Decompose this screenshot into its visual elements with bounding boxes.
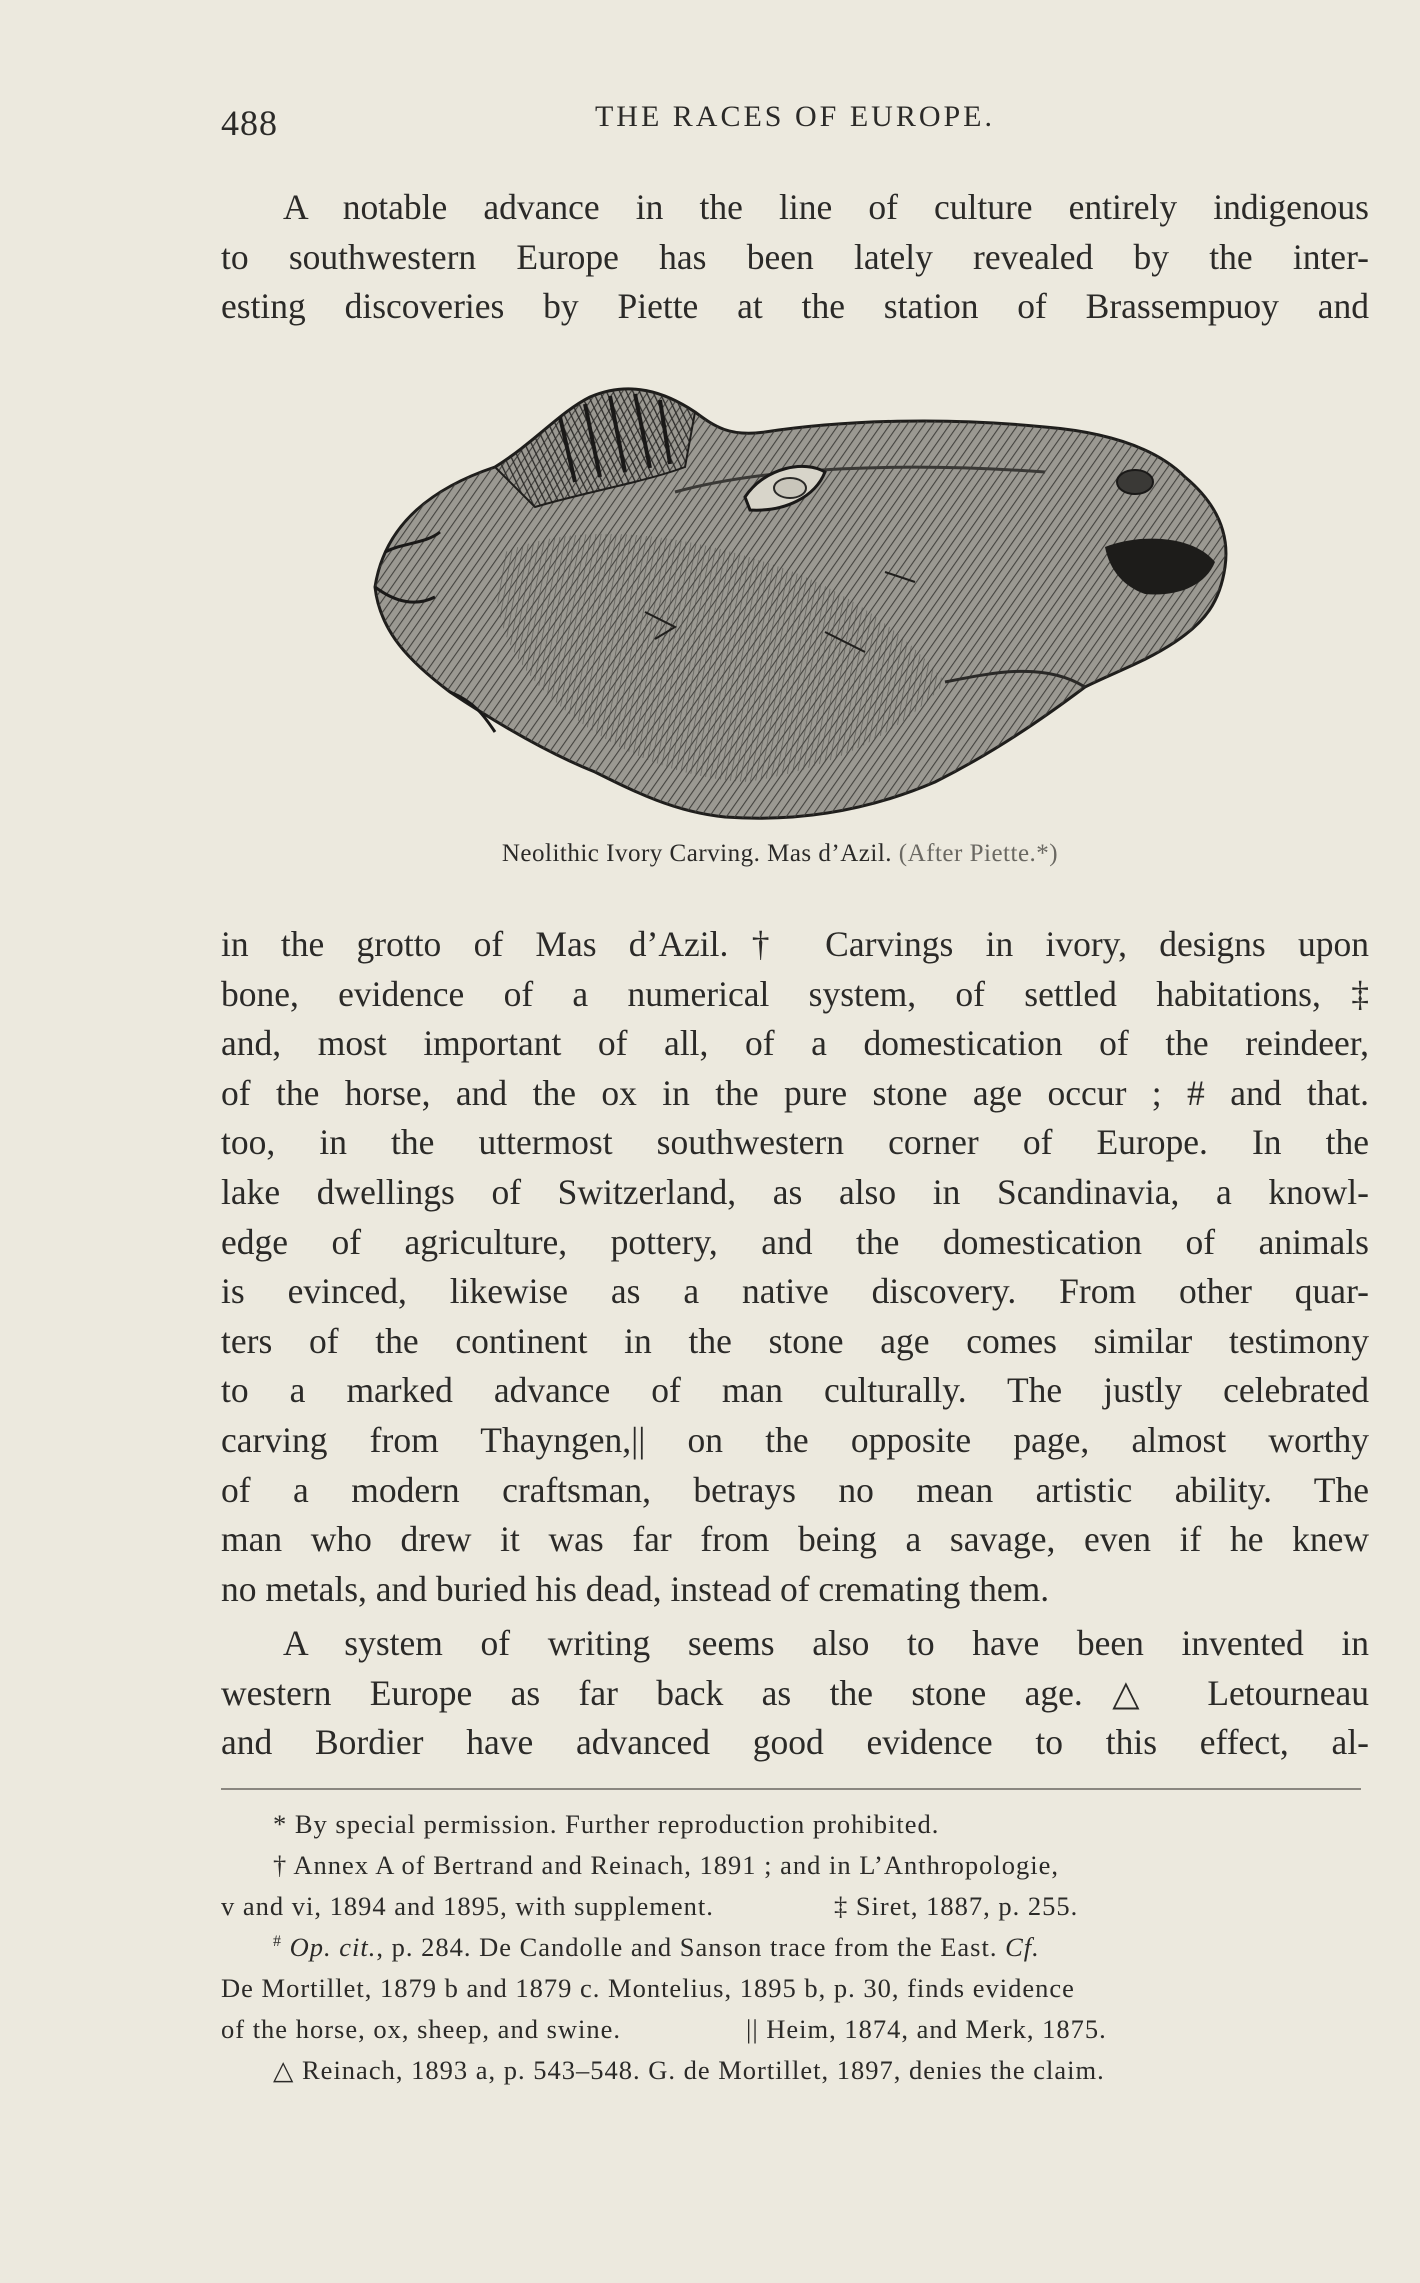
footnote-6: △ Reinach, 1893 a, p. 543–548. G. de Mortillet, 1897, denies the claim.: [273, 2055, 1105, 2085]
ivory-horse-head-carving-icon: [345, 372, 1245, 832]
text-line: western Europe as far back as the stone age.△ Letourneau: [221, 1672, 1369, 1713]
paragraph-2: [221, 920, 1369, 1614]
running-head: THE RACES OF EUROPE.: [594, 100, 996, 133]
text-line: edge of agriculture, pottery, and the domestication of animals: [221, 1221, 1369, 1262]
text-line: in the grotto of Mas d’Azil.† Carvings in ivory, designs upon: [221, 924, 1369, 964]
text-line: man who drew it was far from being a savage, even if he knew: [221, 1519, 1369, 1560]
text-line: lake dwellings of Switzerland, as also in Scandinavia, a knowl-: [221, 1171, 1369, 1212]
caption-credit: (After Piette.*): [898, 840, 1059, 867]
cf-abbrev: Cf.: [1005, 1932, 1040, 1962]
text-line: esting discoveries by Piette at the station of Brassempuoy and: [221, 286, 1369, 327]
text-line: bone, evidence of a numerical system, of settled habitations,‡: [221, 973, 1369, 1014]
page-number: 488: [221, 103, 278, 143]
footnote-2-cont: [221, 1886, 1365, 1927]
footnote-text: v and vi, 1894 and 1895, with supplement.: [221, 1891, 714, 1921]
text-line: ters of the continent in the stone age comes similar testimony: [221, 1320, 1369, 1361]
footnote-mark: #: [273, 1933, 282, 1951]
paragraph-3: [221, 1619, 1369, 1768]
text-line: of the horse, and the ox in the pure stone age occur ; # and that.: [221, 1072, 1369, 1113]
footnote-4: [221, 1927, 1365, 1968]
footnote-text: , p. 284. De Candolle and Sanson trace from the East.: [376, 1932, 998, 1962]
footnote-2: † Annex A of Bertrand and Reinach, 1891 ; and in L’Anthropologie,: [273, 1850, 1060, 1880]
footnote-rule: [221, 1788, 1361, 1790]
footnotes: [221, 1804, 1365, 2091]
text-line: to a marked advance of man culturally. The justly celebrated: [221, 1370, 1369, 1411]
footnote-3: ‡ Siret, 1887, p. 255.: [833, 1891, 1079, 1921]
text-line: and, most important of all, of a domestication of the reindeer,: [221, 1023, 1369, 1064]
ivory-carving-figure: [345, 372, 1245, 832]
figure-caption: [0, 840, 1420, 868]
text-line: to southwestern Europe has been lately revealed by the inter-: [221, 236, 1369, 277]
text-line: is evinced, likewise as a native discovery. From other quar-: [221, 1271, 1369, 1312]
text-line: no metals, and buried his dead, instead of cremating them.: [221, 1568, 1050, 1609]
op-cit: Op. cit.: [289, 1932, 377, 1962]
text-line: too, in the uttermost southwestern corner of Europe. In the: [221, 1122, 1369, 1163]
text-line: A system of writing seems also to have been invented in: [283, 1623, 1369, 1663]
footnote-text: of the horse, ox, sheep, and swine.: [221, 2014, 622, 2044]
text-line: carving from Thayngen,|| on the opposite page, almost worthy: [221, 1419, 1369, 1460]
text-line: A notable advance in the line of culture entirely indigenous: [283, 187, 1369, 227]
paragraph-1: [221, 183, 1369, 332]
caption-main: Neolithic Ivory Carving. Mas d’Azil.: [501, 840, 893, 867]
footnote-5: || Heim, 1874, and Merk, 1875.: [746, 2014, 1107, 2044]
text-line: of a modern craftsman, betrays no mean artistic ability. The: [221, 1469, 1369, 1510]
text-line: and Bordier have advanced good evidence to this effect, al-: [221, 1722, 1369, 1763]
footnote-4-cont: [221, 2009, 1365, 2050]
footnote-4-cont: De Mortillet, 1879 b and 1879 c. Montelius, 1895 b, p. 30, finds evidence: [221, 1973, 1075, 2003]
footnote-1: * By special permission. Further reproduction prohibited.: [273, 1809, 940, 1839]
